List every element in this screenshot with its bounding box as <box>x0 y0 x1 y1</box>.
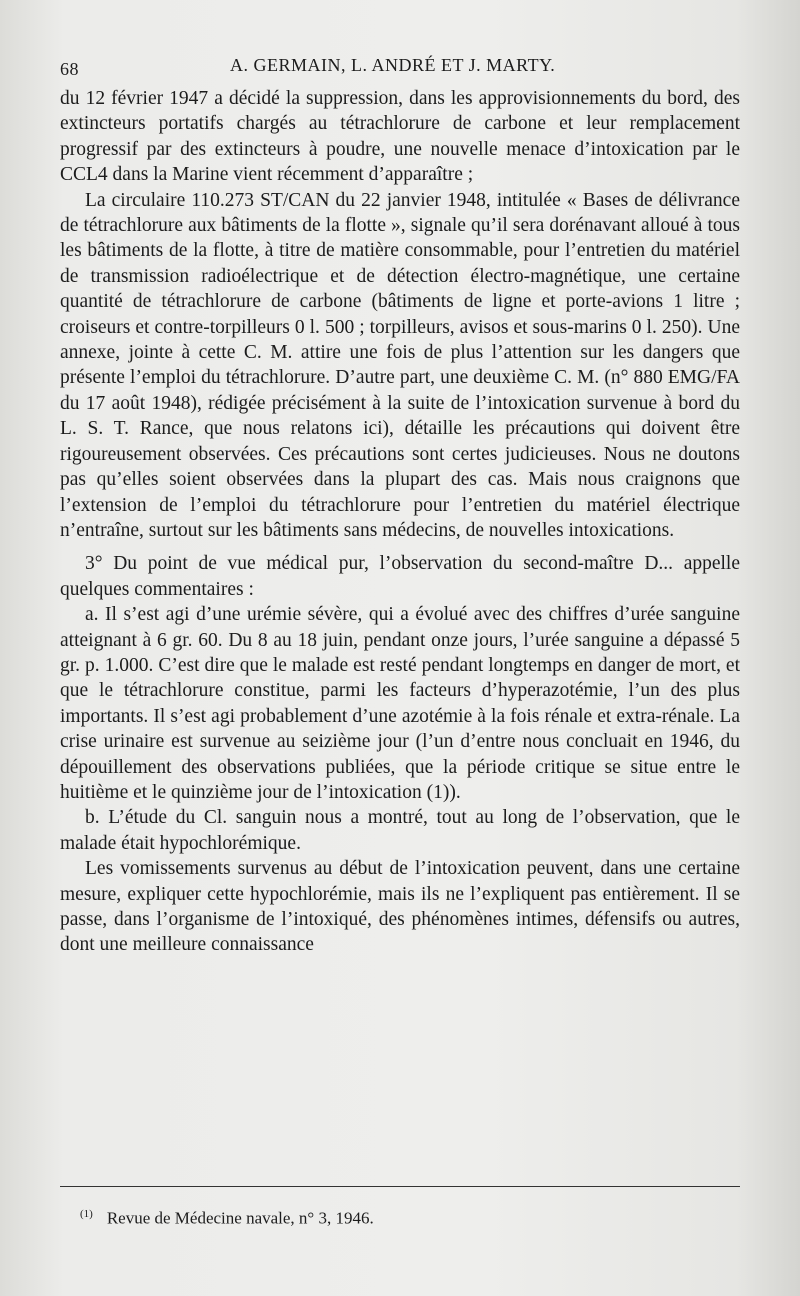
body-text <box>60 86 740 958</box>
footnote <box>80 1208 740 1229</box>
page-header <box>60 55 740 85</box>
page-number: 68 <box>60 59 79 79</box>
paragraph-vomissements: Les vomissements survenus au début de l’intoxication peuvent, dans une certaine mesure, expliquer cette hypochlorémie, mais ils ne l’expliquent pas entièrement. Il se passe, dans l’organisme de l’intoxiqué, des phénomènes intimes, défensifs ou autres, dont une meilleure connaissance <box>60 858 740 956</box>
paragraph-continuation: du 12 février 1947 a décidé la suppression, dans les approvisionnements du bord, des extincteurs portatifs chargés au tétrachlorure de carbone et leur remplacement progressif par des extincteurs à poudre, une nouvelle menace d’intoxication par le CCL4 dans la Marine vient récemment d’apparaître ; <box>60 88 740 186</box>
paragraph-point-a: a. Il s’est agi d’une urémie sévère, qui a évolué avec des chiffres d’urée sanguine atteignant à 6 gr. 60. Du 8 au 18 juin, pendant onze jours, l’urée sanguine a dépassé 5 gr. p. 1.000. C’est dire que le malade est resté pendant longtemps en danger de mort, et que le tétrachlorure constitue, parmi les facteurs d’hyperazotémie, l’un des plus importants. Il s’est agi probablement d’une azotémie à la fois rénale et extra-rénale. La crise urinaire est survenue au seizième jour (l’un d’entre nous concluait en 1946, du dépouillement des observations publiées, que la période critique se situe entre le huitième et le quinzième jour de l’intoxication (1)). <box>60 604 740 803</box>
running-head: A. GERMAIN, L. ANDRÉ ET J. MARTY. <box>230 55 556 75</box>
paragraph-point-3: 3° Du point de vue médical pur, l’observation du second-maître D... appelle quelques commentaires : <box>60 553 740 600</box>
paragraph-point-b: b. L’étude du Cl. sanguin nous a montré, tout au long de l’observation, que le malade était hypochlorémique. <box>60 807 740 854</box>
footnote-mark: (1) <box>80 1208 93 1220</box>
footnote-divider <box>60 1186 740 1187</box>
paragraph-circulaire: La circulaire 110.273 ST/CAN du 22 janvier 1948, intitulée « Bases de délivrance de tétrachlorure aux bâtiments de la flotte », signale qu’il sera dorénavant alloué à tous les bâtiments de la flotte, à titre de matière consommable, pour l’entretien du matériel de transmission radioélectrique et de détection électro-magnétique, une certaine quantité de tétrachlorure de carbone (bâtiments de ligne et porte-avions 1 litre ; croiseurs et contre-torpilleurs 0 l. 500 ; torpilleurs, avisos et sous-marins 0 l. 250). Une annexe, jointe à cette C. M. attire une fois de plus l’attention sur les dangers que présente l’emploi du tétrachlorure. D’autre part, une deuxième C. M. (n° 880 EMG/FA du 17 août 1948), rédigée précisément à la suite de l’intoxication survenue à bord du L. S. T. Rance, que nous relatons ici), détaille les précautions qui doivent être rigoureusement observées. Ces précautions sont certes judicieuses. Nous ne doutons pas qu’elles soient observées dans la plupart des cas. Mais nous craignons que l’extension de l’emploi du tétrachlorure pour l’entretien du matériel électrique n’entraîne, surtout sur les bâtiments sans médecins, de nouvelles intoxications. <box>60 189 740 541</box>
footnote-text: Revue de Médecine navale, n° 3, 1946. <box>106 1208 374 1228</box>
